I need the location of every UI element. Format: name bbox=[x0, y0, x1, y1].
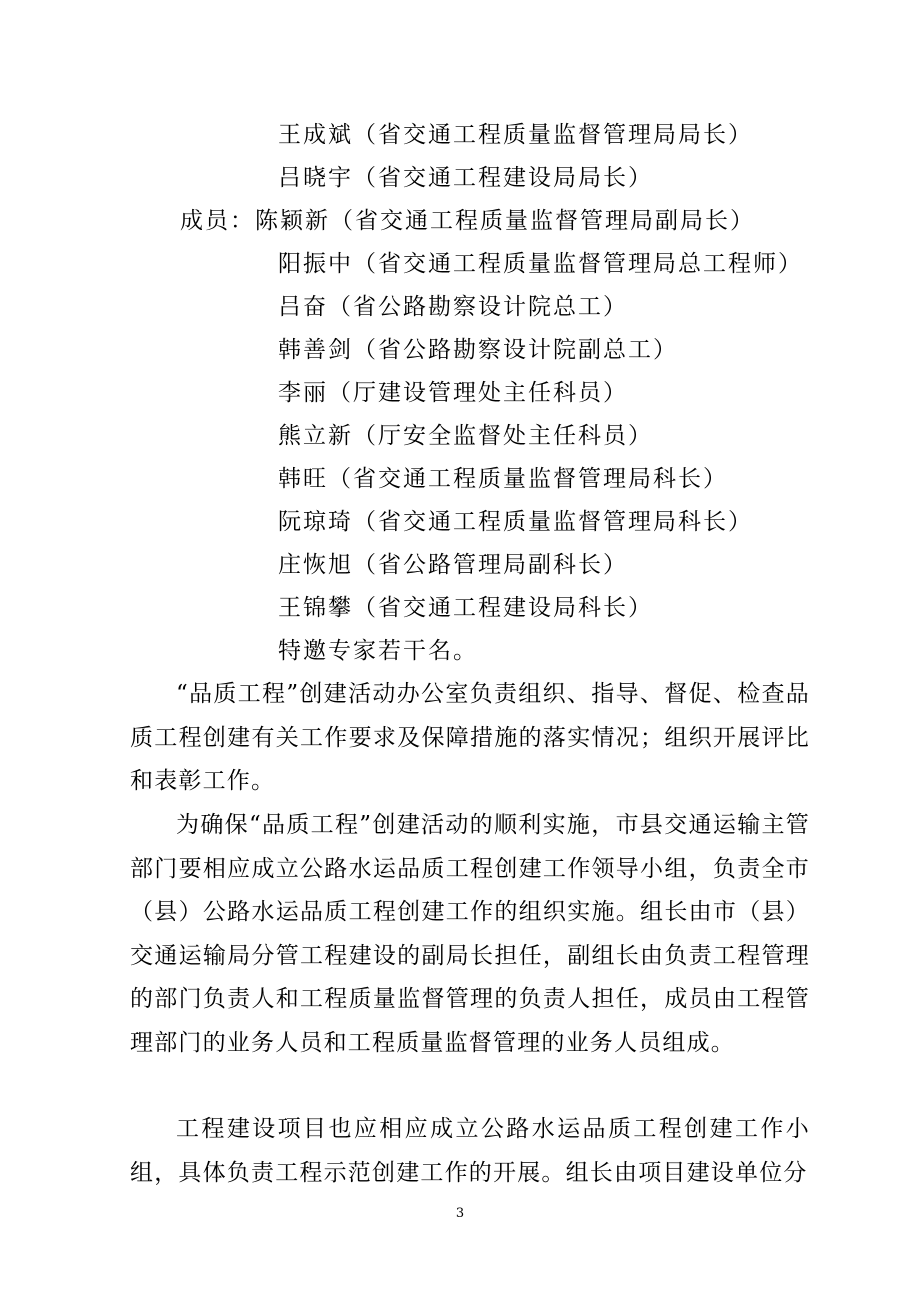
member-line: 吕奋（省公路勘察设计院总工） bbox=[278, 294, 628, 320]
paragraph-city-county-groups: 为确保“品质工程”创建活动的顺利实施，市县交通运输主管部门要相应成立公路水运品质工程创建工作领导小组，负责全市（县）公路水运品质工程创建工作的组织实施。组长由市（县）交通运输局分管工程建设的副局长担任，副组长由负责工程管理的部门负责人和工程质量监督管理的负责人担任，成员由工程管理部门的业务人员和工程质量监督管理的业务人员组成。 bbox=[130, 812, 810, 1056]
paragraph-project-groups: 工程建设项目也应相应成立公路水运品质工程创建工作小组，具体负责工程示范创建工作的开展。组长由项目建设单位分 bbox=[130, 1116, 810, 1186]
members-first-line bbox=[180, 206, 755, 236]
member-line: 熊立新（厅安全监督处主任科员） bbox=[278, 423, 653, 449]
member-line: 特邀专家若干名。 bbox=[278, 638, 478, 664]
leader-line: 王成斌（省交通工程质量监督管理局局长） bbox=[278, 122, 753, 148]
member-line: 韩善剑（省公路勘察设计院副总工） bbox=[278, 337, 678, 363]
leader-line: 吕晓宇（省交通工程建设局局长） bbox=[278, 165, 653, 191]
member-line: 李丽（厅建设管理处主任科员） bbox=[278, 380, 628, 406]
member-line: 阮琼琦（省交通工程质量监督管理局科长） bbox=[278, 509, 753, 535]
page-number: 3 bbox=[455, 1206, 465, 1221]
paragraph-office-duties: “品质工程”创建活动办公室负责组织、指导、督促、检查品质工程创建有关工作要求及保障措施的落实情况；组织开展评比和表彰工作。 bbox=[130, 681, 810, 794]
member-line: 王锦攀（省交通工程建设局科长） bbox=[278, 595, 653, 621]
member-line: 阳振中（省交通工程质量监督管理局总工程师） bbox=[278, 251, 803, 277]
member-line: 韩旺（省交通工程质量监督管理局科长） bbox=[278, 466, 728, 492]
member-line: 陈颖新（省交通工程质量监督管理局副局长） bbox=[255, 208, 755, 234]
members-label: 成员： bbox=[180, 208, 255, 234]
member-line: 庄恢旭（省公路管理局副科长） bbox=[278, 552, 628, 578]
